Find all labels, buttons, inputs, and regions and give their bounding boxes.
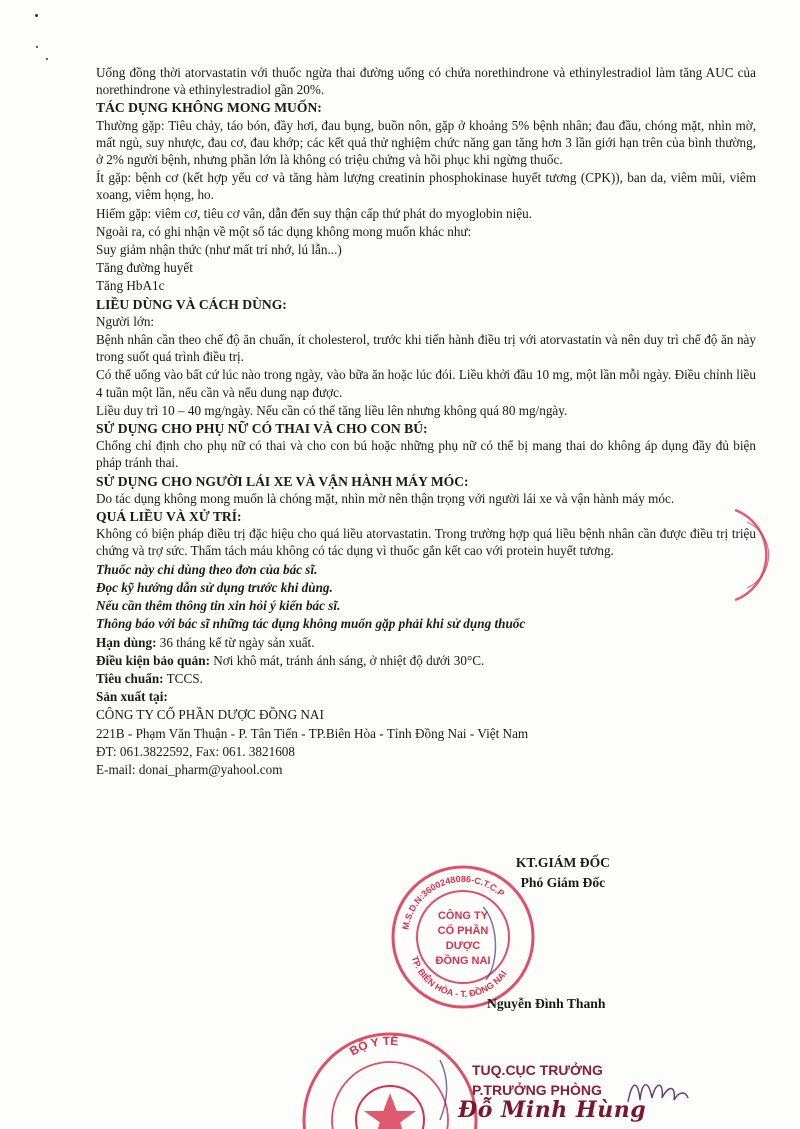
scan-speck xyxy=(35,14,38,17)
manufacturer-phone: ĐT: 061.3822592, Fax: 061. 3821608 xyxy=(96,743,295,759)
adverse-effects-heading: TÁC DỤNG KHÔNG MONG MUỐN: xyxy=(96,100,322,116)
partial-stamp-edge xyxy=(725,500,795,610)
interaction-paragraph: Uống đồng thời atorvastatin với thuốc ngừa thai đường uống có chứa norethindrone và ethinylestradiol làm tăng AUC của norethindrone và ethinylestradiol gần 20%. xyxy=(96,65,756,98)
dosage-paragraph: Liều duy trì 10 – 40 mg/ngày. Nếu cần có thể tăng liều lên nhưng không quá 80 mg/ngày. xyxy=(96,402,568,418)
adverse-other-intro: Ngoài ra, có ghi nhận về một số tác dụng không mong muốn khác như: xyxy=(96,223,472,239)
manufacturer-address: 221B - Phạm Văn Thuận - P. Tân Tiến - TP.Biên Hòa - Tỉnh Đồng Nai - Việt Nam xyxy=(96,725,529,741)
storage-value: Nơi khô mát, tránh ánh sáng, ở nhiệt độ dưới 30°C. xyxy=(209,652,485,668)
standard-label: Tiêu chuẩn: xyxy=(96,670,164,686)
stamp-line: ĐỒNG NAI xyxy=(435,955,491,967)
adverse-other-item: Suy giảm nhận thức (như mất trí nhớ, lú lẫn...) xyxy=(96,242,342,258)
warning-line: Thuốc này chỉ dùng theo đơn của bác sĩ. xyxy=(96,561,318,577)
stamp-line: CỔ PHẦN xyxy=(437,925,489,937)
dosage-heading: LIỀU DÙNG VÀ CÁCH DÙNG: xyxy=(96,296,287,312)
storage-label: Điều kiện bảo quản: xyxy=(96,652,210,668)
dosage-paragraph: Có thể uống vào bất cứ lúc nào trong ngày, vào bữa ăn hoặc lúc đói. Liều khởi đầu 10 mg, một lần mỗi ngày. Điều chỉnh liều 4 tuần một lần, nếu cần và nếu dung nạp được. xyxy=(96,367,756,400)
standard xyxy=(96,670,756,687)
authority-signature-name: Đỗ Minh Hùng xyxy=(458,1097,647,1123)
stamp-line: CÔNG TY xyxy=(437,910,489,922)
shelf-life xyxy=(96,634,756,651)
warning-line: Thông báo với bác sĩ những tác dụng không muốn gặp phải khi sử dụng thuốc xyxy=(96,616,526,632)
overdose-text: Không có biện pháp điều trị đặc hiệu cho quá liều atorvastatin. Trong trường hợp quá liều bệnh nhân cần được điều trị triệu chứng và trợ sức. Thẩm tách máu không có tác dụng vì thuốc gắn kết cao với protein huyết tương. xyxy=(96,526,756,559)
adverse-uncommon: Ít gặp: bệnh cơ (kết hợp yếu cơ và tăng hàm lượng creatinin phosphokinase huyết tương (CPK)), ban da, viêm mũi, viêm xoang, viêm họng, ho. xyxy=(96,170,756,203)
stamp-line: DƯỢC xyxy=(445,940,481,952)
signer-name: Nguyễn Đình Thanh xyxy=(487,996,606,1011)
ministry-emblem-icon xyxy=(356,1086,424,1129)
adverse-rare: Hiếm gặp: viêm cơ, tiêu cơ vân, dẫn đến suy thận cấp thứ phát do myoglobin niệu. xyxy=(96,205,533,221)
driving-heading: SỬ DỤNG CHO NGƯỜI LÁI XE VÀ VẬN HÀNH MÁY MÓC: xyxy=(96,473,469,489)
adverse-other-item: Tăng đường huyết xyxy=(96,260,193,276)
authority-line: TUQ.CỤC TRƯỞNG xyxy=(472,1062,603,1078)
handwritten-initials-icon xyxy=(624,1072,694,1112)
signer-title: KT.GIÁM ĐỐC xyxy=(515,855,610,870)
shelf-life-label: Hạn dùng: xyxy=(96,634,157,650)
warning-line: Đọc kỹ hướng dẫn sử dụng trước khi dùng. xyxy=(96,579,333,595)
signer-subtitle: Phó Giám Đốc xyxy=(520,875,606,890)
dosage-adult-label: Người lớn: xyxy=(96,313,155,329)
authority-line: P.TRƯỞNG PHÒNG xyxy=(472,1082,602,1098)
pregnancy-heading: SỬ DỤNG CHO PHỤ NỮ CÓ THAI VÀ CHO CON BÚ: xyxy=(96,421,428,437)
shelf-life-value: 36 tháng kể từ ngày sản xuất. xyxy=(156,634,315,650)
pregnancy-text: Chống chỉ định cho phụ nữ có thai và cho con bú hoặc những phụ nữ có thể bị mang thai do không áp dụng đầy đủ biện pháp tránh thai. xyxy=(96,438,756,471)
scan-speck xyxy=(36,46,38,48)
scan-speck xyxy=(46,58,48,60)
warning-line: Nếu cần thêm thông tin xin hỏi ý kiến bác sĩ. xyxy=(96,598,341,614)
manufacturer-label: Sản xuất tại: xyxy=(96,689,168,705)
manufacturer-email: E-mail: donai_pharm@yahool.com xyxy=(96,761,283,777)
stamp-ring-bottom: TP. BIÊN HÒA - T. ĐỒNG NAI xyxy=(409,954,509,1000)
authority-block xyxy=(458,1060,647,1123)
leaflet-body xyxy=(96,64,756,779)
driving-text: Do tác dụng không mong muốn là chóng mặt, nhìn mờ nên thận trọng với người lái xe và vận hành máy móc. xyxy=(96,490,675,506)
stamp-ring-top: M.S.D.N:3600248086-C.T.C.P xyxy=(400,874,507,931)
standard-value: TCCS. xyxy=(163,670,203,686)
adverse-common: Thường gặp: Tiêu chảy, táo bón, đầy hơi, đau bụng, buồn nôn, gặp ở khoảng 5% bệnh nhân; đau đầu, chóng mặt, nhìn mờ, mất ngủ, suy nhược, đau cơ, đau khớp; các kết quả thử nghiệm chức năng gan tăng hơn 3 lần giới hạn trên của bình thường, ở 2% người bệnh, nhưng phần lớn là không có triệu chứng và hồi phục khi ngừng thuốc. xyxy=(96,117,756,168)
company-stamp xyxy=(388,862,538,1012)
dosage-paragraph: Bệnh nhân cần theo chế độ ăn chuẩn, ít cholesterol, trước khi tiến hành điều trị với atorvastatin và nên duy trì chế độ ăn này trong suốt quá trình điều trị. xyxy=(96,332,756,365)
ministry-ring-top: BỘ Y TẾ xyxy=(347,1033,399,1059)
overdose-heading: QUÁ LIỀU VÀ XỬ TRÍ: xyxy=(96,509,242,525)
adverse-other-item: Tăng HbA1c xyxy=(96,278,165,294)
manufacturer-name: CÔNG TY CỔ PHẦN DƯỢC ĐỒNG NAI xyxy=(96,707,324,723)
storage xyxy=(96,652,756,669)
